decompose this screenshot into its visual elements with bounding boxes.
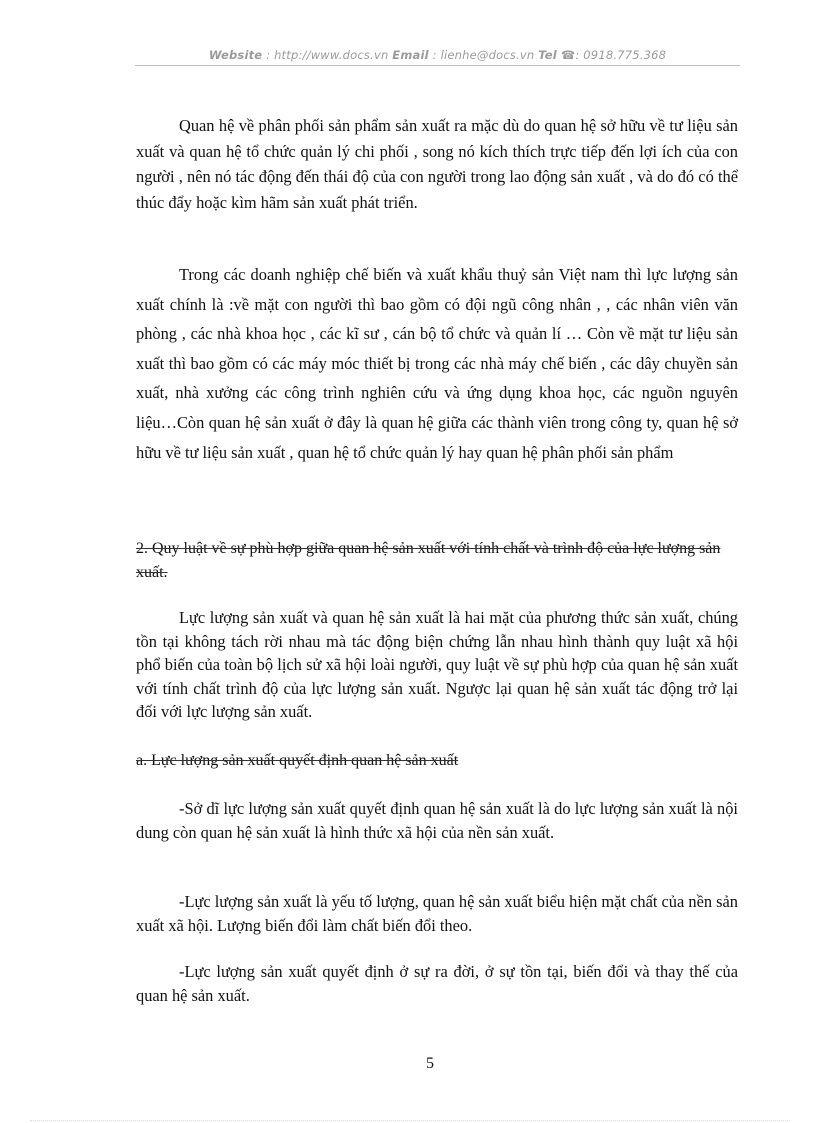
website-link[interactable]: : http://www.docs.vn xyxy=(266,48,389,62)
header-divider xyxy=(135,65,740,66)
footer-divider xyxy=(30,1120,790,1121)
website-label: Website xyxy=(208,48,263,62)
tel-value: ☎: 0918.775.368 xyxy=(560,48,667,62)
paragraph-emergence-existence: -Lực lượng sản xuất quyết định ở sự ra đời, ở sự tồn tại, biến đổi và thay thế của quan hệ sản xuất. xyxy=(136,962,738,1005)
page-number: 5 xyxy=(426,1055,434,1072)
email-link[interactable]: : lienhe@docs.vn xyxy=(432,48,535,62)
paragraph-seafood-enterprises: Trong các doanh nghiệp chế biến và xuất khẩu thuỷ sản Việt nam thì lực lượng sản xuất chính là :về mặt con người thì bao gồm có đội ngũ công nhân , , các nhân viên văn phòng , các nhà khoa học , các kĩ sư , cán bộ tổ chức và quản lí … Còn về mặt tư liệu sản xuất thì bao gồm có các máy móc thiết bị trong các nhà máy chế biến , các dây chuyền sản xuất, nhà xưởng các công trình nghiên cứu và ứng dụng khoa học, các nguồn nguyên liệu…Còn quan hệ sản xuất ở đây là quan hệ giữa các thành viên trong công ty, quan hệ sở hữu về tư liệu sản xuất , quan hệ tổ chức quản lý hay quan hệ phân phối sản phẩm xyxy=(136,265,738,462)
page-header xyxy=(135,48,740,62)
paragraph-quantity-quality: -Lực lượng sản xuất là yếu tố lượng, quan hệ sản xuất biểu hiện mặt chất của nền sản xuất xã hội. Lượng biến đổi làm chất biến đổi theo. xyxy=(136,892,738,935)
email-label: Email xyxy=(392,48,429,62)
subsection-heading-a: a. Lực lượng sản xuất quyết định quan hệ sản xuất xyxy=(136,752,459,769)
paragraph-productive-forces-relations: Lực lượng sản xuất và quan hệ sản xuất là hai mặt của phương thức sản xuất, chúng tồn tại không tách rời nhau mà tác động biện chứng lẫn nhau hình thành quy luật xã hội phổ biến của toàn bộ lịch sử xã hội loài người, quy luật về sự phù hợp của quan hệ sản xuất với tính chất trình độ của lực lượng sản xuất. Ngược lại quan hệ sản xuất tác động trở lại đối với lực lượng sản xuất. xyxy=(136,608,738,721)
paragraph-content-form: -Sở dĩ lực lượng sản xuất quyết định quan hệ sản xuất là do lực lượng sản xuất là nội dung còn quan hệ sản xuất là hình thức xã hội của nền sản xuất. xyxy=(136,799,738,842)
section-heading-2: 2. Quy luật về sự phù hợp giữa quan hệ sản xuất với tính chất và trình độ của lực lượng sản xuất. xyxy=(136,540,721,581)
paragraph-distribution-relations: Quan hệ về phân phối sản phẩm sản xuất ra mặc dù do quan hệ sở hữu về tư liệu sản xuất và quan hệ tổ chức quản lý chi phối , song nó kích thích trực tiếp đến lợi ích của con người , nên nó tác động đến thái độ của con người trong lao động sản xuất , và do đó có thể thúc đẩy hoặc kìm hãm sản xuất phát triển. xyxy=(136,116,738,213)
tel-label: Tel xyxy=(538,48,557,62)
